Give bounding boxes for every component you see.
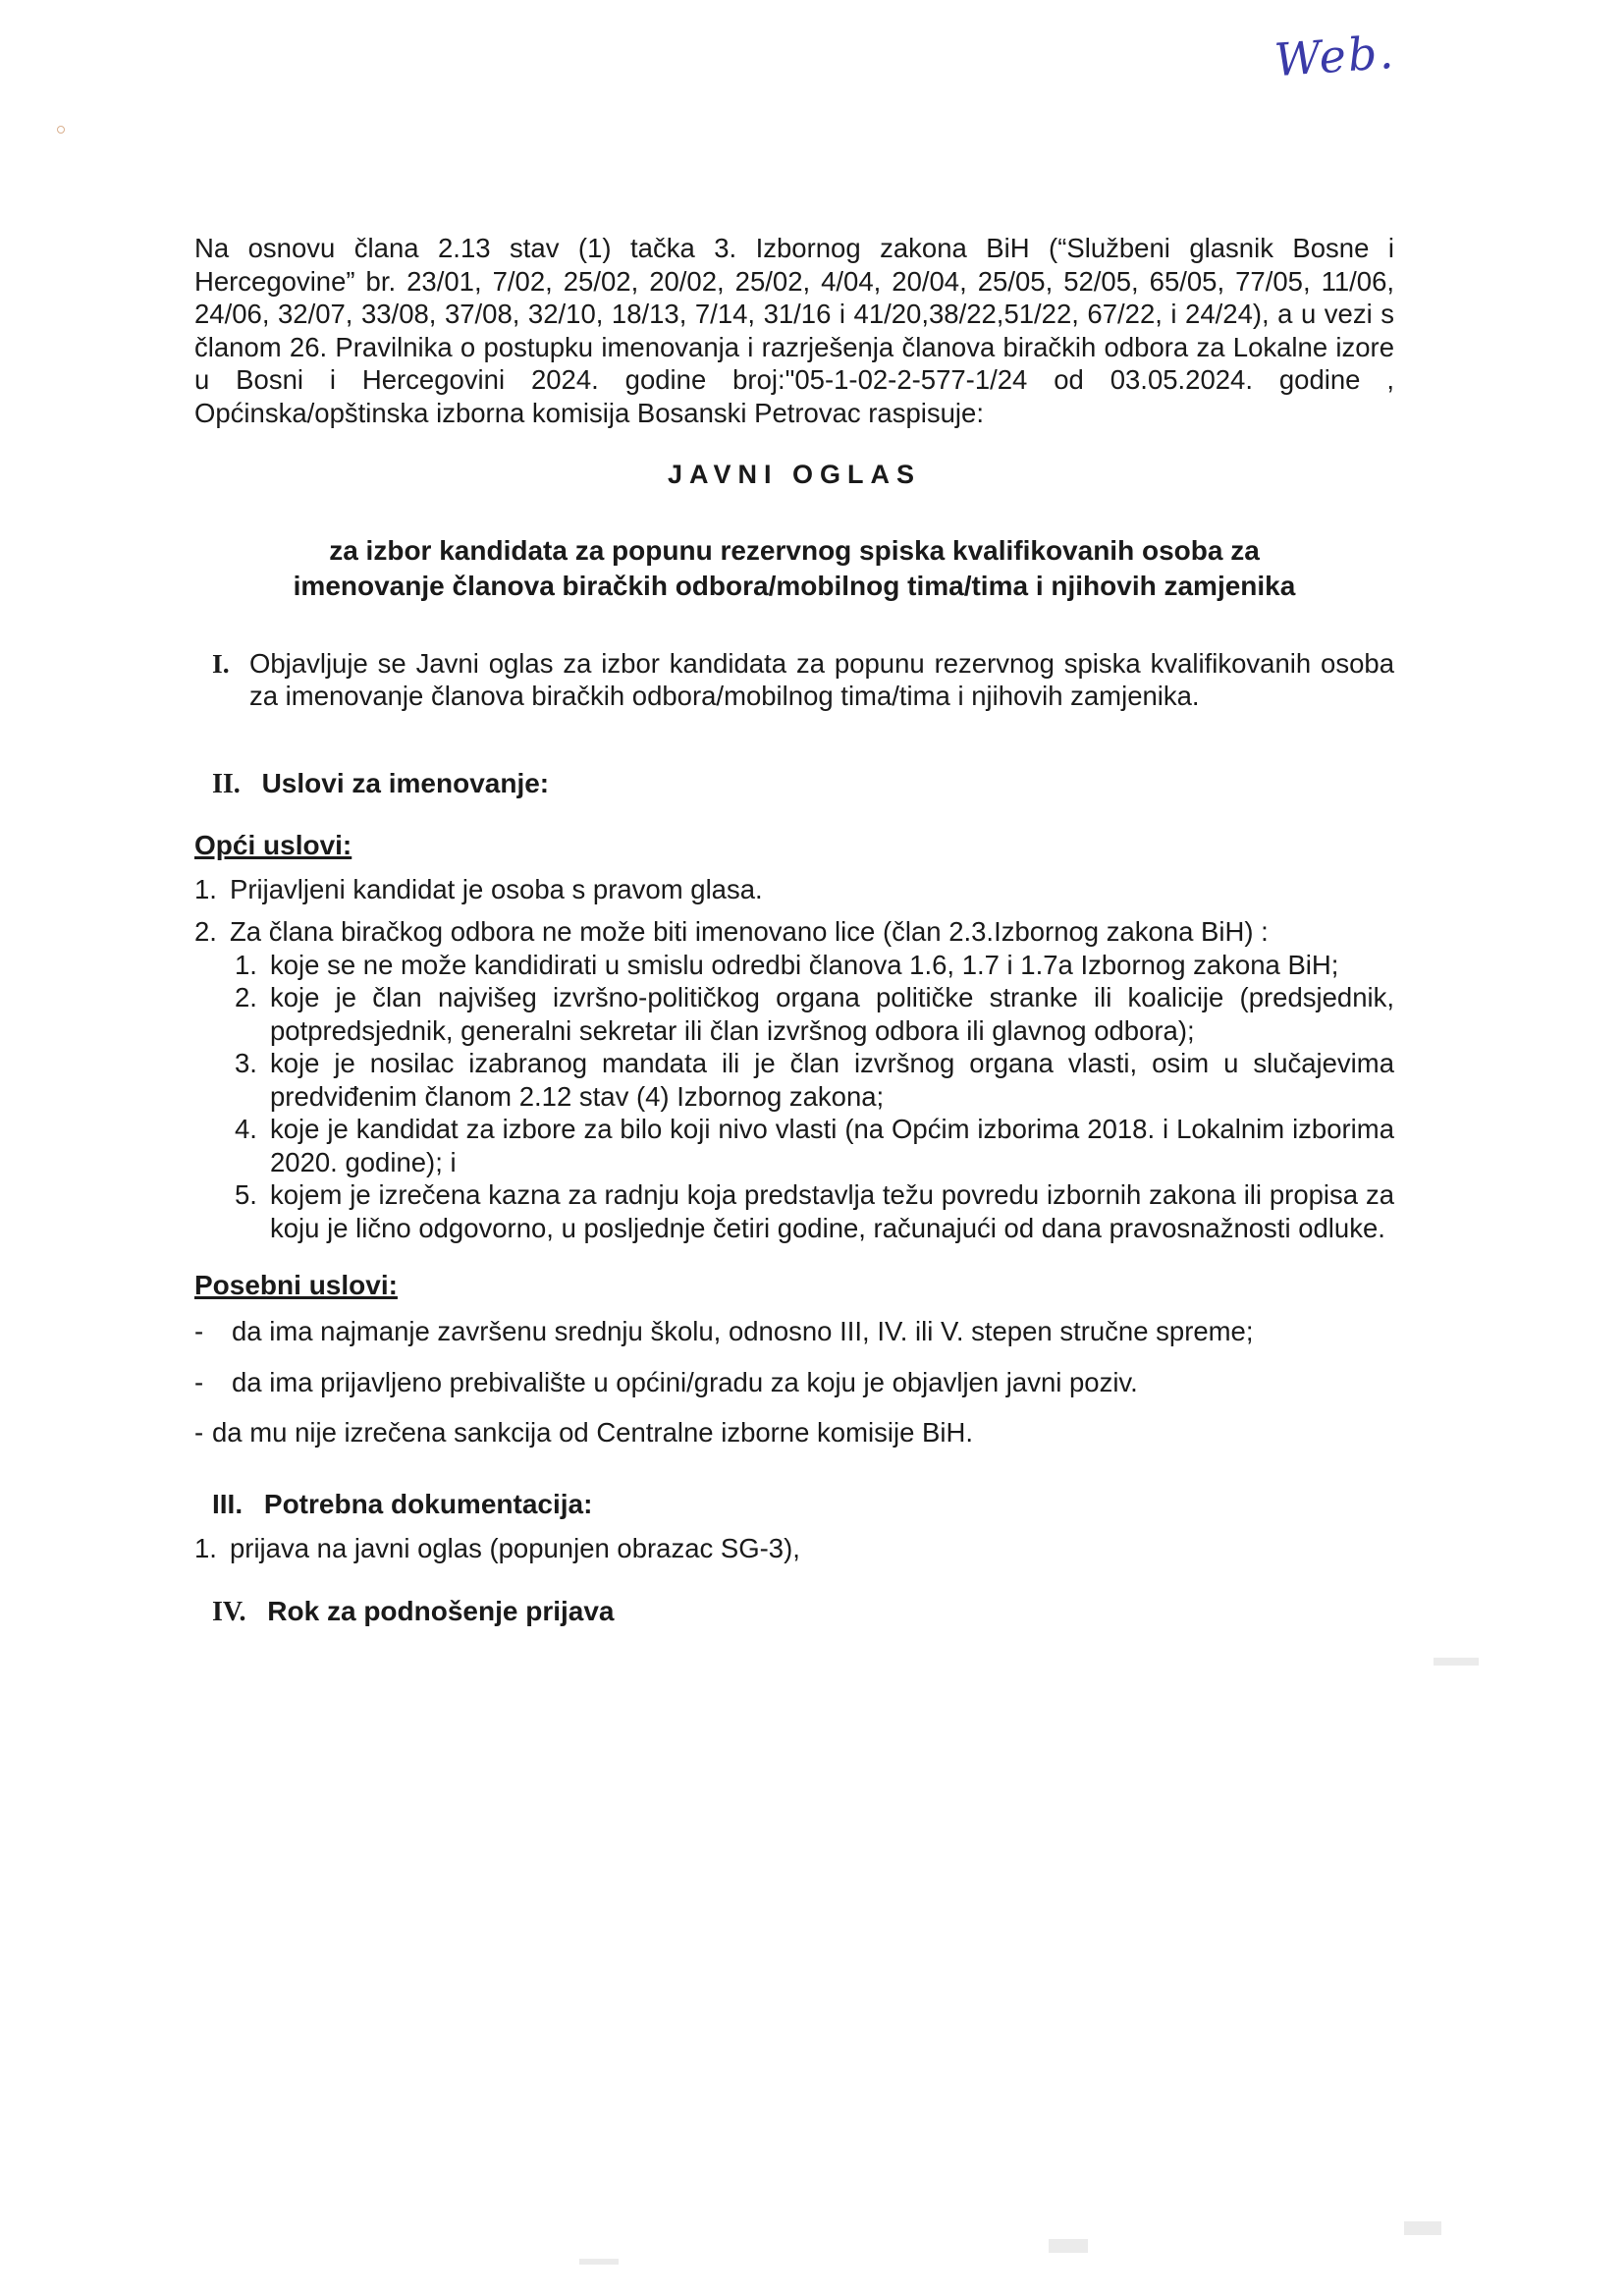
item-body xyxy=(230,915,1394,1244)
sublist-item xyxy=(235,949,1394,982)
scan-artifact xyxy=(1434,1658,1479,1666)
sublist-item xyxy=(235,1178,1394,1244)
section-3-heading xyxy=(212,1489,1394,1520)
documentation-list xyxy=(194,1532,1394,1565)
dash-bullet: - xyxy=(194,1316,204,1346)
item-text: da mu nije izrečena sankcija od Centralne izborne komisije BiH. xyxy=(212,1417,973,1448)
dash-bullet: - xyxy=(194,1417,204,1448)
item-text: da ima najmanje završenu srednju školu, odnosno III, IV. ili V. stepen stručne spreme; xyxy=(232,1316,1254,1346)
ineligibility-sublist xyxy=(235,949,1394,1245)
list-item xyxy=(194,915,1394,1244)
item-number: 1. xyxy=(194,873,217,904)
special-conditions-list xyxy=(194,1315,1394,1449)
list-item xyxy=(194,1532,1394,1565)
item-number: 3. xyxy=(235,1048,257,1078)
section-numeral: IV. xyxy=(212,1597,246,1627)
section-numeral: II. xyxy=(212,768,241,799)
item-number: 2. xyxy=(235,982,257,1012)
document-title: JAVNI OGLAS xyxy=(667,460,922,489)
item-number: 4. xyxy=(235,1114,257,1144)
special-conditions-heading: Posebni uslovi: xyxy=(194,1270,398,1300)
item-text: kojem je izrečena kazna za radnju koja predstavlja težu povredu izbornih zakona ili propisa za koju je lično odgovorno, u posljednje četiri godine, računajući od dana pravosnažnosti odluke. xyxy=(270,1179,1394,1243)
sublist-item xyxy=(235,1113,1394,1178)
item-text: koje je nosilac izabranog mandata ili je član izvršnog organa vlasti, osim u slučajevima predviđenim članom 2.12 stav (4) Izbornog zakona; xyxy=(270,1048,1394,1112)
item-number: 2. xyxy=(194,916,217,947)
section-heading-text: Rok za podnošenje prijava xyxy=(267,1596,615,1626)
list-item xyxy=(194,1315,1394,1348)
list-item xyxy=(194,873,1394,906)
item-number: 1. xyxy=(235,949,257,980)
handwritten-annotation: Web. xyxy=(1272,25,1397,87)
item-text: Za člana biračkog odbora ne može biti imenovano lice (član 2.3.Izbornog zakona BiH) : xyxy=(230,916,1269,947)
section-heading-text: Potrebna dokumentacija: xyxy=(263,1488,593,1519)
section-4-heading xyxy=(212,1596,1394,1628)
subtitle-line: za izbor kandidata za popunu rezervnog spiska kvalifikovanih osoba za xyxy=(329,534,1260,566)
dash-bullet: - xyxy=(194,1366,204,1397)
document-page xyxy=(194,232,1394,1628)
list-item xyxy=(194,1366,1394,1399)
scan-artifact xyxy=(1404,2221,1441,2235)
document-subtitle xyxy=(194,533,1394,604)
sublist-item xyxy=(235,1047,1394,1113)
item-number: 1. xyxy=(194,1532,217,1563)
item-text: koje je kandidat za izbore za bilo koji nivo vlasti (na Općim izborima 2018. i Lokalnim izborima 2020. godine); i xyxy=(270,1114,1394,1177)
section-heading-text: Uslovi za imenovanje: xyxy=(261,767,550,798)
section-1 xyxy=(194,647,1394,713)
sublist-item xyxy=(235,981,1394,1047)
list-item xyxy=(194,1416,1394,1449)
item-text: da ima prijavljeno prebivalište u općini/gradu za koju je objavljen javni poziv. xyxy=(232,1366,1138,1397)
section-1-text: Objavljuje se Javni oglas za izbor kandidata za popunu rezervnog spiska kvalifikovanih osoba za imenovanje članova biračkih odbora/mobilnog tima/tima i njihovih zamjenika. xyxy=(249,647,1394,711)
scan-artifact xyxy=(57,126,65,134)
subtitle-line: imenovanje članova biračkih odbora/mobilnog tima/tima i njihovih zamjenika xyxy=(293,570,1296,601)
item-text: Prijavljeni kandidat je osoba s pravom glasa. xyxy=(230,873,763,904)
section-numeral: I. xyxy=(212,647,230,679)
item-number: 5. xyxy=(235,1179,257,1210)
item-text: koje se ne može kandidirati u smislu odredbi članova 1.6, 1.7 i 1.7a Izbornog zakona BiH; xyxy=(270,949,1339,980)
item-text: prijava na javni oglas (popunjen obrazac SG-3), xyxy=(230,1532,800,1563)
section-numeral: III. xyxy=(212,1488,244,1519)
scan-artifact xyxy=(579,2259,619,2265)
general-conditions-heading: Opći uslovi: xyxy=(194,829,352,860)
item-text: koje je član najvišeg izvršno-političkog organa političke stranke ili koalicije (predsjednik, potpredsjednik, generalni sekretar ili član izvršnog odbora ili glavnog odbora); xyxy=(270,982,1394,1046)
scan-artifact xyxy=(1049,2239,1088,2253)
section-2-heading xyxy=(212,768,1394,800)
general-conditions-list xyxy=(194,873,1394,1245)
preamble-paragraph: Na osnovu člana 2.13 stav (1) tačka 3. Izbornog zakona BiH (“Službeni glasnik Bosne i Hercegovine” br. 23/01, 7/02, 25/02, 20/02, 25/02, 4/04, 20/04, 25/05, 52/05, 65/05, 77/05, 11/06, 24/06, 32/07, 33/08, 37/08, 32/10, 18/13, 7/14, 31/16 i 41/20,38/22,51/22, 67/22, i 24/24), a u vezi s članom 26. Pravilnika o postupku imenovanja i razrješenja članova biračkih odbora za Lokalne izore u Bosni i Hercegovini 2024. godine broj:"05-1-02-2-577-1/24 od 03.05.2024. godine , Općinska/opštinska izborna komisija Bosanski Petrovac raspisuje: xyxy=(194,233,1394,428)
